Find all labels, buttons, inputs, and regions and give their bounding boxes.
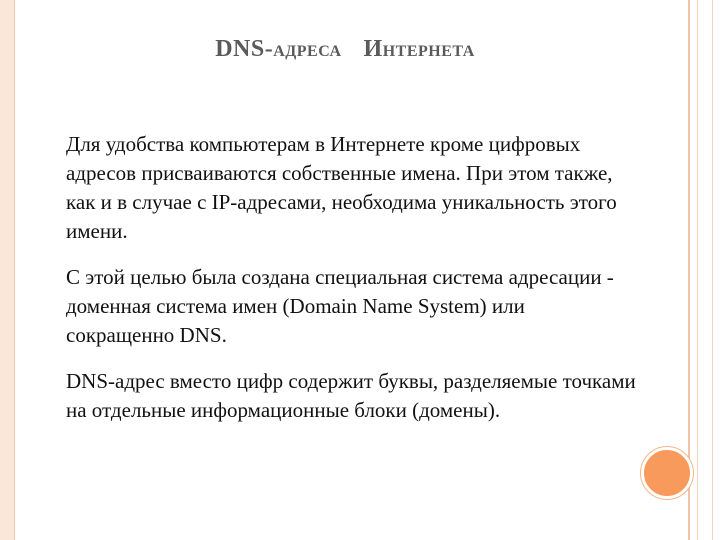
title-part2-small: НТЕРНЕТА: [382, 43, 475, 60]
right-frame-line-outer: [712, 0, 713, 540]
accent-circle: [641, 447, 693, 499]
title-part1-small: АДРЕСА: [273, 43, 342, 60]
paragraph-3: DNS-адрес вместо цифр содержит буквы, разделяемые точками на отдельные информационные блоки (домены).: [66, 369, 636, 422]
title-part2-caps: И: [363, 36, 383, 62]
paragraph-1: Для удобства компьютерам в Интернете кроме цифровых адресов присваиваются собственные имена. При этом также, как и в случае с IP-адресами, необходима уникальность этого имени.: [66, 132, 617, 243]
paragraph-2: С этой целью была создана специальная система адресации - доменная система имен (Domain Name System) или сокращенно DNS.: [66, 265, 614, 347]
right-frame-line-inner: [697, 0, 698, 540]
slide-title: [0, 36, 690, 63]
slide-body: [66, 130, 636, 442]
title-part1-caps: DNS-: [215, 36, 274, 62]
left-frame-bar: [0, 0, 15, 540]
